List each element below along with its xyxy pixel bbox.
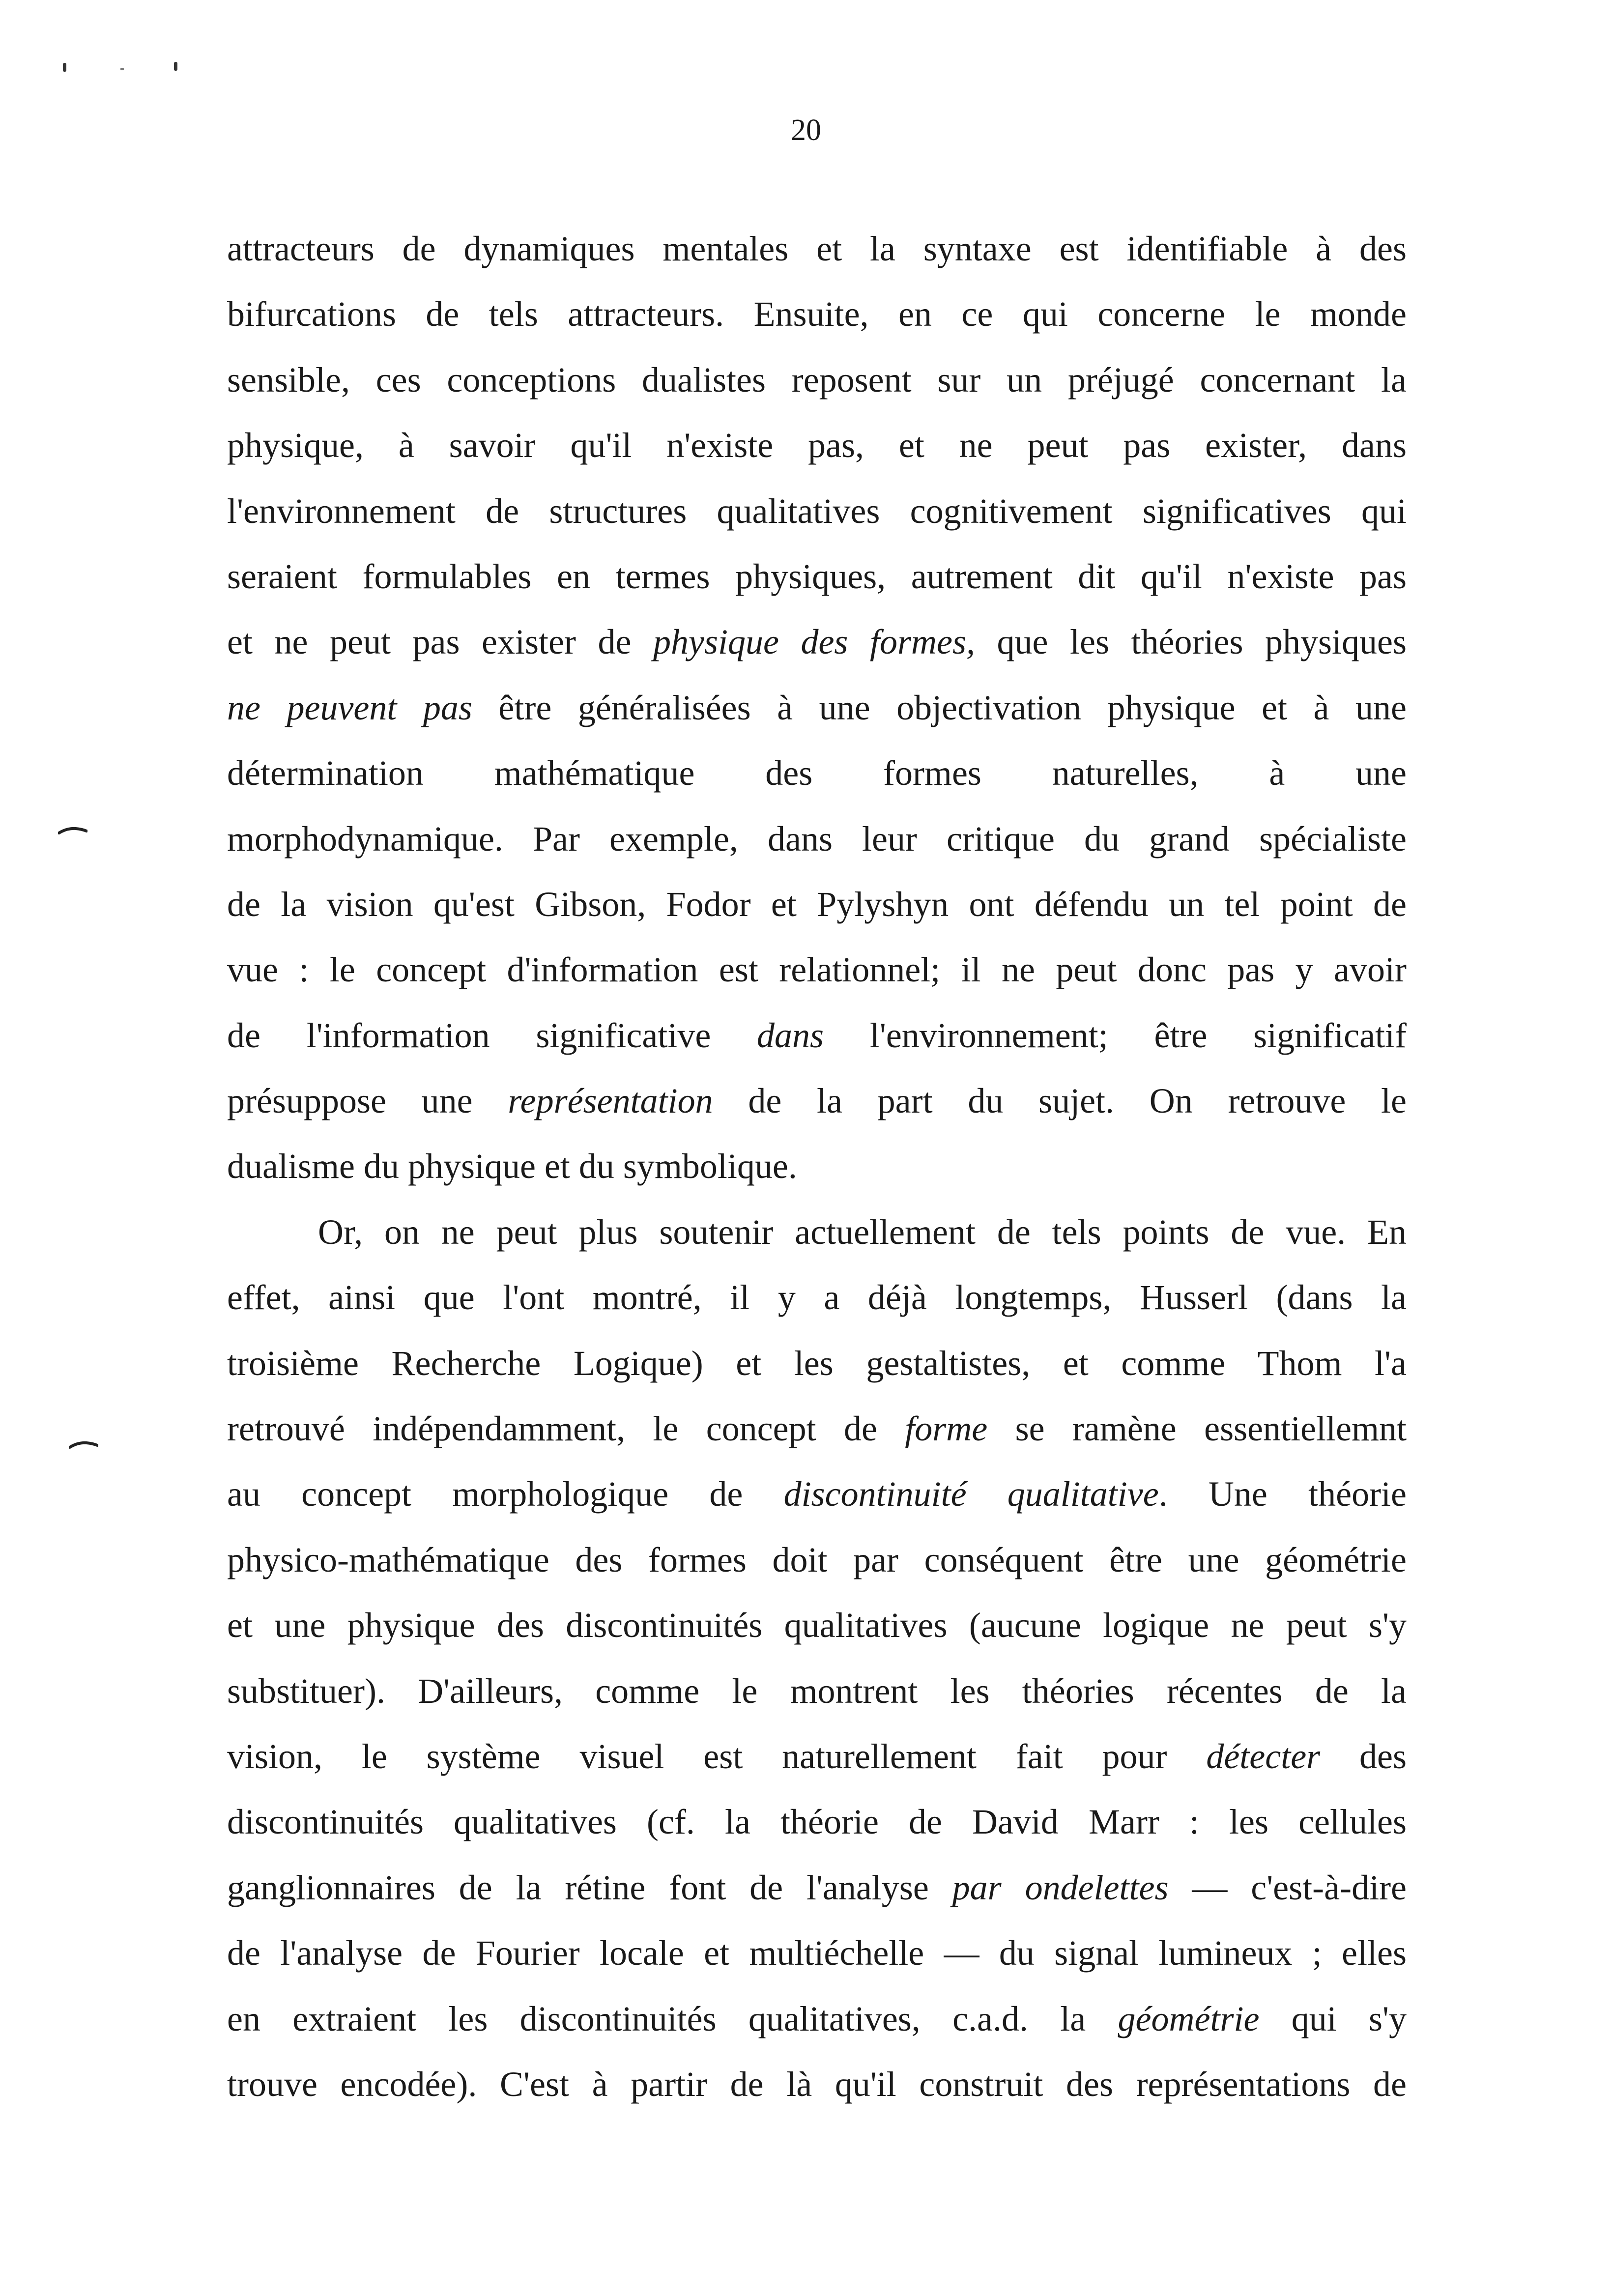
text-line — [227, 479, 1407, 544]
text-segment: de l'analyse de Fourier locale et multiéchelle — du signal lumineux ; elles — [227, 1933, 1407, 1973]
italic-text: géométrie — [1118, 1999, 1260, 2038]
text-segment: retrouvé indépendamment, le concept de — [227, 1409, 905, 1449]
text-line — [227, 1724, 1407, 1789]
text-segment: être généralisées à une objectivation physique et à une — [472, 688, 1407, 727]
text-line — [227, 1134, 1407, 1199]
text-segment: des — [1320, 1736, 1407, 1776]
text-line — [227, 1331, 1407, 1396]
text-segment: troisième Recherche Logique) et les gestaltistes, et comme Thom l'a — [227, 1343, 1407, 1383]
text-line — [227, 872, 1407, 937]
scan-speck — [120, 68, 124, 70]
text-segment: se ramène essentiellemnt — [987, 1409, 1407, 1449]
text-line — [227, 1396, 1407, 1462]
text-segment: vue : le concept d'information est relationnel; il ne peut donc pas y avoir — [227, 950, 1407, 990]
text-line — [227, 1200, 1407, 1265]
text-line — [227, 1265, 1407, 1330]
italic-text: discontinuité qualitative — [783, 1474, 1159, 1514]
text-line — [227, 544, 1407, 609]
scan-speck — [174, 62, 177, 71]
text-segment: détermination mathématique des formes naturelles, à une — [227, 753, 1407, 793]
text-segment: ganglionnaires de la rétine font de l'analyse — [227, 1867, 952, 1907]
text-line — [227, 1527, 1407, 1593]
text-line — [227, 1659, 1407, 1724]
text-segment: Or, on ne peut plus soutenir actuellement de tels points de vue. En — [318, 1212, 1407, 1252]
text-line — [227, 1921, 1407, 1986]
text-segment: en extraient les discontinuités qualitatives, c.a.d. la — [227, 1999, 1118, 2038]
text-line — [227, 413, 1407, 478]
italic-text: physique des formes, — [653, 622, 975, 662]
text-line — [227, 741, 1407, 806]
italic-text: ne peuvent pas — [227, 688, 472, 727]
text-line — [227, 937, 1407, 1003]
text-segment: bifurcations de tels attracteurs. Ensuite, en ce qui concerne le monde — [227, 294, 1407, 334]
text-line — [227, 806, 1407, 872]
text-line — [227, 216, 1407, 282]
text-segment: de l'information significative — [227, 1015, 757, 1055]
italic-text: dans — [757, 1015, 824, 1055]
text-segment: présuppose une — [227, 1081, 508, 1121]
margin-mark — [58, 827, 87, 834]
text-segment: — c'est-à-dire — [1168, 1867, 1407, 1907]
text-segment: que les théories physiques — [975, 622, 1407, 662]
text-segment: discontinuités qualitatives (cf. la théorie de David Marr : les cellules — [227, 1802, 1407, 1842]
text-segment: de la part du sujet. On retrouve le — [713, 1081, 1407, 1121]
text-line — [227, 675, 1407, 741]
text-segment: attracteurs de dynamiques mentales et la syntaxe est identifiable à des — [227, 229, 1407, 268]
margin-mark — [69, 1441, 98, 1449]
text-line — [227, 1068, 1407, 1134]
text-line — [227, 1462, 1407, 1527]
scan-speck — [63, 63, 66, 72]
text-line — [227, 1003, 1407, 1068]
text-segment: seraient formulables en termes physiques, autrement dit qu'il n'existe pas — [227, 556, 1407, 596]
text-segment: sensible, ces conceptions dualistes reposent sur un préjugé concernant la — [227, 360, 1407, 400]
text-line — [227, 2052, 1407, 2117]
text-segment: dualisme du physique et du symbolique. — [227, 1147, 797, 1186]
text-line — [227, 609, 1407, 675]
text-segment: qui s'y — [1259, 1999, 1407, 2038]
text-line — [227, 347, 1407, 413]
italic-text: forme — [905, 1409, 988, 1449]
text-line — [227, 1855, 1407, 1921]
text-segment: vision, le système visuel est naturellement fait pour — [227, 1736, 1207, 1776]
text-segment: et une physique des discontinuités qualitatives (aucune logique ne peut s'y — [227, 1606, 1407, 1645]
text-segment: trouve encodée). C'est à partir de là qu'il construit des représentations de — [227, 2064, 1407, 2104]
italic-text: détecter — [1206, 1736, 1321, 1776]
body-text — [227, 216, 1407, 2117]
text-segment: physico-mathématique des formes doit par conséquent être une géométrie — [227, 1540, 1407, 1579]
text-segment: l'environnement; être significatif — [824, 1015, 1407, 1055]
page-number: 20 — [791, 114, 821, 147]
text-segment: et ne peut pas exister de — [227, 622, 653, 662]
text-segment: l'environnement de structures qualitatives cognitivement significatives qui — [227, 491, 1407, 531]
text-segment: substituer). D'ailleurs, comme le montrent les théories récentes de la — [227, 1671, 1407, 1711]
text-segment: physique, à savoir qu'il n'existe pas, et ne peut pas exister, dans — [227, 426, 1407, 465]
italic-text: représentation — [508, 1081, 713, 1121]
text-line — [227, 1789, 1407, 1855]
text-line — [227, 282, 1407, 347]
text-segment: morphodynamique. Par exemple, dans leur critique du grand spécialiste — [227, 819, 1407, 859]
text-line — [227, 1986, 1407, 2052]
text-segment: de la vision qu'est Gibson, Fodor et Pylyshyn ont défendu un tel point de — [227, 884, 1407, 924]
text-segment: effet, ainsi que l'ont montré, il y a déjà longtemps, Husserl (dans la — [227, 1278, 1407, 1318]
text-line — [227, 1593, 1407, 1658]
italic-text: par ondelettes — [952, 1867, 1169, 1907]
text-segment: au concept morphologique de — [227, 1474, 784, 1514]
text-segment: . Une théorie — [1158, 1474, 1407, 1514]
